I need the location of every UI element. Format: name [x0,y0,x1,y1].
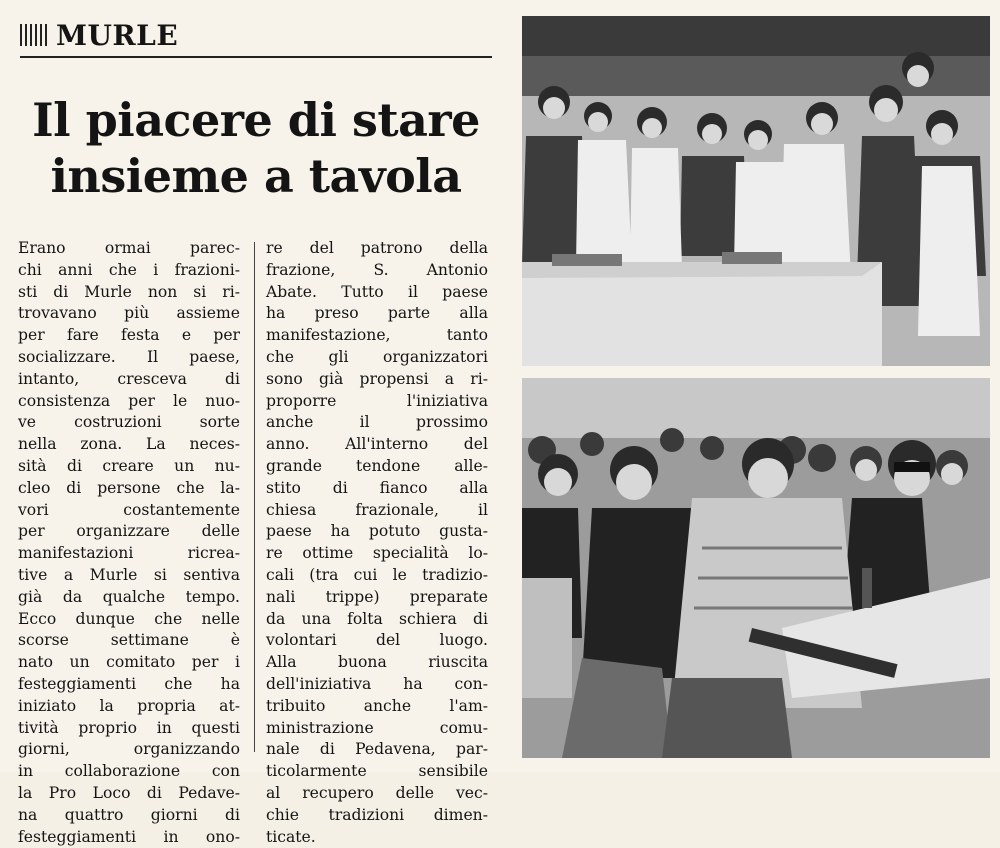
photo-diners [522,378,990,758]
article-line: per fare festa e per [18,326,240,345]
article-line: tribuito anche l'am- [266,696,488,715]
article-line: cleo di persone che la- [18,478,240,497]
article-line: volontari del luogo. [266,631,488,650]
article-line: Alla buona riuscita [266,653,488,672]
article-body [18,238,502,846]
article-line: giorni, organizzando [18,740,240,759]
section-bars-ornament [20,24,50,46]
article-line: sità di creare un nu- [18,456,240,475]
article-line: ticate. [266,827,316,846]
article-line: ha preso parte alla [266,304,488,323]
article-line: Erano ormai parec- [18,239,240,257]
article-line: socializzare. Il paese, [18,347,240,366]
section-label: MURLE [56,19,179,52]
article-line: trovavano più assieme [18,304,240,323]
article-line: festeggiamenti che ha [18,674,240,693]
photo-volunteers [522,16,990,366]
section-header [20,18,492,58]
headline [20,92,492,204]
article-line: ministrazione comu- [266,718,488,737]
article-line: intanto, cresceva di [18,369,240,388]
article-line: consistenza per le nuo- [18,391,240,410]
article-line: chie tradizioni dimen- [266,805,488,824]
article-line: ticolarmente sensibile [266,762,488,781]
article-line: che gli organizzatori [266,347,488,366]
article-line: scorse settimane è [18,631,240,650]
article-line: sti di Murle non si ri- [18,282,240,301]
article-line: frazione, S. Antonio [266,260,488,279]
article-line: sono già propensi a ri- [266,369,488,388]
article-line: al recupero delle vec- [266,783,488,802]
column-divider [254,242,255,752]
article-line: Abate. Tutto il paese [266,282,488,301]
article-line: anche il prossimo [266,413,488,432]
article-line: da una folta schiera di [266,609,488,628]
photo-diners-image [522,378,990,758]
article-line: manifestazioni ricrea- [18,544,240,563]
article-line: per organizzare delle [18,522,240,541]
article-line: stito di fianco alla [266,478,488,497]
article-line: festeggiamenti in ono- [18,827,240,846]
article-line: re ottime specialità lo- [266,544,488,563]
article-line: nato un comitato per i [18,653,240,672]
article-line: na quattro giorni di [18,805,240,824]
photo-volunteers-image [522,16,990,366]
article-line: cali (tra cui le tradizio- [266,565,488,584]
article-line: dell'iniziativa ha con- [266,674,488,693]
article-line: nella zona. La neces- [18,435,240,454]
article-line: nale di Pedavena, par- [266,740,488,759]
article-line: nali trippe) preparate [266,587,488,606]
article-line: anno. All'interno del [266,435,488,454]
article-line: già da qualche tempo. [18,587,240,606]
article-line: chi anni che i frazioni- [18,260,240,279]
article-line: ve costruzioni sorte [18,413,240,432]
article-line: tività proprio in questi [18,718,240,737]
article-line: iniziato la propria at- [18,696,240,715]
article-line: in collaborazione con [18,762,240,781]
section-rule [20,56,492,58]
article-line: proporre l'iniziativa [266,391,488,410]
article-line: Ecco dunque che nelle [18,609,240,628]
article-line: vori costantemente [18,500,240,519]
article-line: manifestazione, tanto [266,326,488,345]
article-line: chiesa frazionale, il [266,500,488,519]
article-line: paese ha potuto gusta- [266,522,488,541]
headline-line-1: Il piacere di stare [32,93,480,147]
article-line: tive a Murle si sentiva [18,565,240,584]
article-line: grande tendone alle- [266,456,488,475]
article-line: re del patrono della [266,239,488,257]
article-column-1 [18,238,240,848]
headline-line-2: insieme a tavola [50,149,462,203]
article-line: la Pro Loco di Pedave- [18,783,240,802]
article-column-2 [266,238,488,848]
